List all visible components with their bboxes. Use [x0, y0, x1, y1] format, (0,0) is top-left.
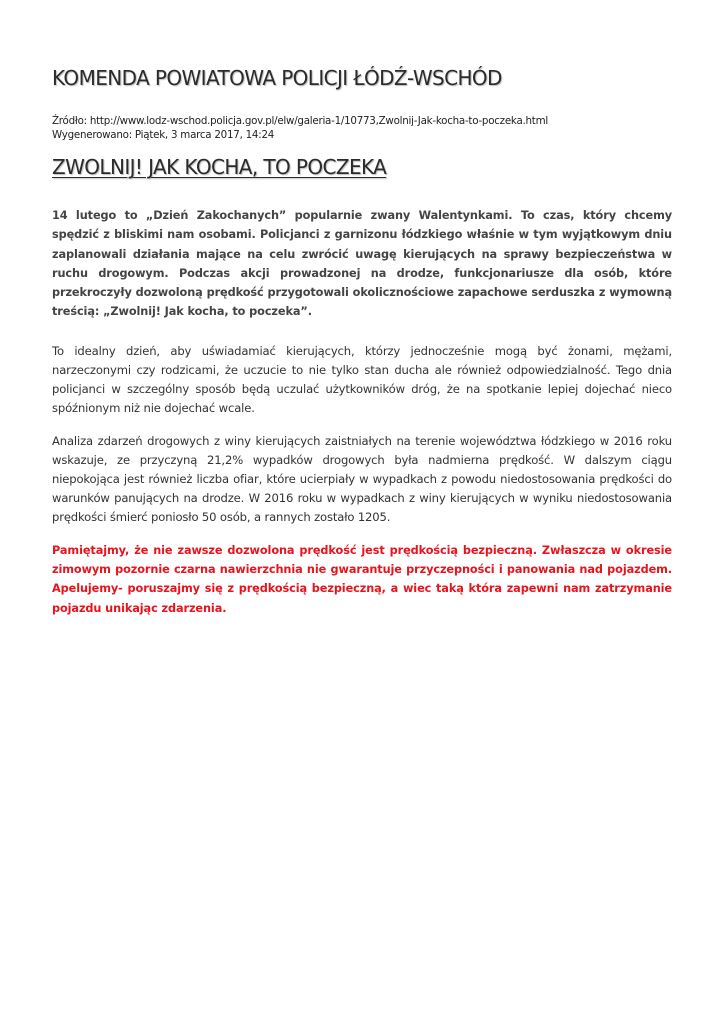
generated-line: Wygenerowano: Piątek, 3 marca 2017, 14:24 — [52, 129, 275, 141]
body-paragraph-2: Analiza zdarzeń drogowych z winy kierujących zaistniałych na terenie województwa łódzkiego w 2016 roku wskazuje, ze przyczyną 21,2% wypadków drogowych była nadmierna prędkość. W dalszym ciągu niepokojąca jest również liczba ofiar, które ucierpiały w wypadkach z powodu niedostosowania prędkości do warunków panujących na drodze. W 2016 roku w wypadkach z winy kierujących w wyniku niedostosowania prędkości śmierć poniosło 50 osób, a rannych zostało 1205. — [52, 433, 672, 525]
article-title: ZWOLNIJ! JAK KOCHA, TO POCZEKA — [52, 155, 387, 179]
body-paragraph-1: To idealny dzień, aby uświadamiać kierujących, którzy jednocześnie mogą być żonami, mężami, narzeczonymi czy rodzicami, że uczucie to nie tylko stan ducha ale również odpowiedzialność. Tego dnia policjanci w szczególny sposób będą uczulać użytkowników dróg, że na spotkanie lepiej dojechać nieco spóźnionym niż nie dojechać wcale. — [52, 343, 672, 416]
document-meta — [52, 114, 672, 142]
warning-paragraph: Pamiętajmy, że nie zawsze dozwolona prędkość jest prędkością bezpieczną. Zwłaszcza w okresie zimowym pozornie czarna nawierzchnia nie gwarantuje przyczepności i panowania nad pojazdem. Apelujemy- poruszajmy się z prędkością bezpieczną, a wiec taką która zapewni nam zatrzymanie pojazdu unikając zdarzenia. — [52, 543, 672, 615]
document-page — [52, 64, 672, 618]
lead-paragraph: 14 lutego to „Dzień Zakochanych” popularnie zwany Walentynkami. To czas, który chcemy spędzić z bliskimi nam osobami. Policjanci z garnizonu łódzkiego właśnie w tym wyjątkowym dniu zaplanowali działania mające na celu zwrócić uwagę kierujących na sprawy bezpieczeństwa w ruchu drogowym. Podczas akcji prowadzonej na drodze, funkcjonariusze dla osób, które przekroczyły dozwoloną prędkość przygotowali okolicznościowe zapachowe serduszka z wymowną treścią: „Zwolnij! Jak kocha, to poczeka”. — [52, 209, 672, 319]
source-line: Źródło: http://www.lodz-wschod.policja.gov.pl/elw/galeria-1/10773,Zwolnij-Jak-kocha-to-poczeka.html — [52, 115, 548, 127]
organization-title: KOMENDA POWIATOWA POLICJI ŁÓDŹ-WSCHÓD — [52, 66, 502, 90]
